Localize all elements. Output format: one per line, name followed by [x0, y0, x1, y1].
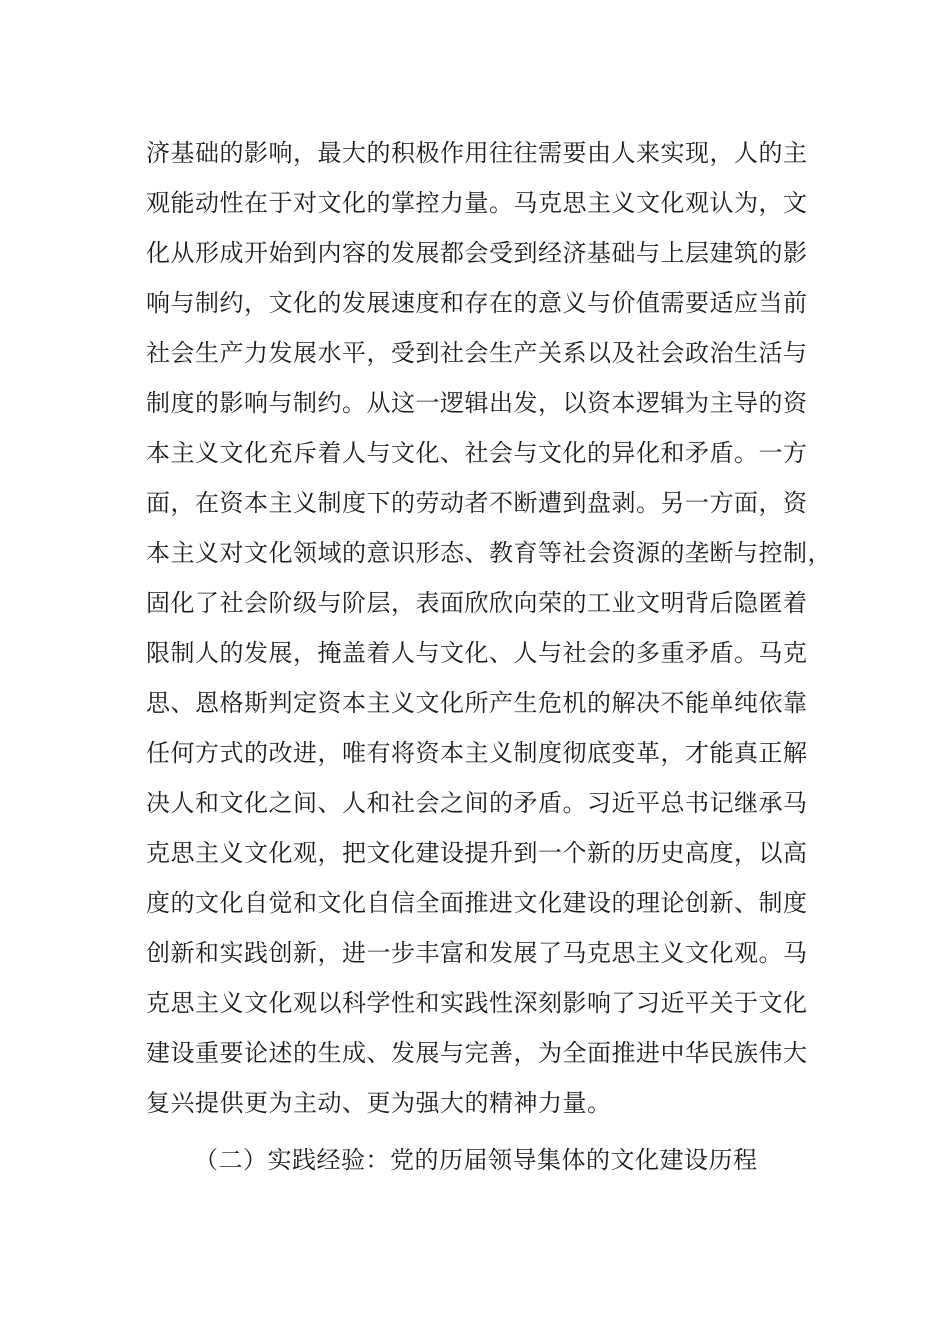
- paragraph-line: 观能动性在于对文化的掌控力量。马克思主义文化观认为，文: [146, 189, 808, 217]
- paragraph-line: 克思主义文化观，把文化建设提升到一个新的历史高度，以高: [146, 839, 808, 867]
- paragraph-line: 社会生产力发展水平，受到社会生产关系以及社会政治生活与: [146, 339, 808, 367]
- paragraph-line: 度的文化自觉和文化自信全面推进文化建设的理论创新、制度: [146, 889, 808, 917]
- paragraph-line: 固化了社会阶级与阶层，表面欣欣向荣的工业文明背后隐匿着: [146, 589, 808, 617]
- paragraph-line: 面，在资本主义制度下的劳动者不断遭到盘剥。另一方面，资: [146, 489, 808, 517]
- paragraph-line: 本主义对文化领域的意识形态、教育等社会资源的垄断与控制，: [146, 539, 832, 567]
- section-subheading: （二）实践经验：党的历届领导集体的文化建设历程: [194, 1146, 758, 1174]
- body-paragraph: [146, 128, 832, 1128]
- paragraph-line: 济基础的影响，最大的积极作用往往需要由人来实现，人的主: [146, 139, 808, 167]
- paragraph-line: 建设重要论述的生成、发展与完善，为全面推进中华民族伟大: [146, 1039, 808, 1067]
- paragraph-line: 本主义文化充斥着人与文化、社会与文化的异化和矛盾。一方: [146, 439, 808, 467]
- paragraph-line: 制度的影响与制约。从这一逻辑出发，以资本逻辑为主导的资: [146, 389, 808, 417]
- paragraph-line: 任何方式的改进，唯有将资本主义制度彻底变革，才能真正解: [146, 739, 808, 767]
- paragraph-line: 克思主义文化观以科学性和实践性深刻影响了习近平关于文化: [146, 989, 808, 1017]
- paragraph-line: 复兴提供更为主动、更为强大的精神力量。: [146, 1089, 612, 1117]
- paragraph-line: 决人和文化之间、人和社会之间的矛盾。习近平总书记继承马: [146, 789, 808, 817]
- paragraph-line: 创新和实践创新，进一步丰富和发展了马克思主义文化观。马: [146, 939, 808, 967]
- paragraph-line: 响与制约，文化的发展速度和存在的意义与价值需要适应当前: [146, 289, 808, 317]
- paragraph-line: 思、恩格斯判定资本主义文化所产生危机的解决不能单纯依靠: [146, 689, 808, 717]
- paragraph-line: 化从形成开始到内容的发展都会受到经济基础与上层建筑的影: [146, 239, 808, 267]
- paragraph-line: 限制人的发展，掩盖着人与文化、人与社会的多重矛盾。马克: [146, 639, 808, 667]
